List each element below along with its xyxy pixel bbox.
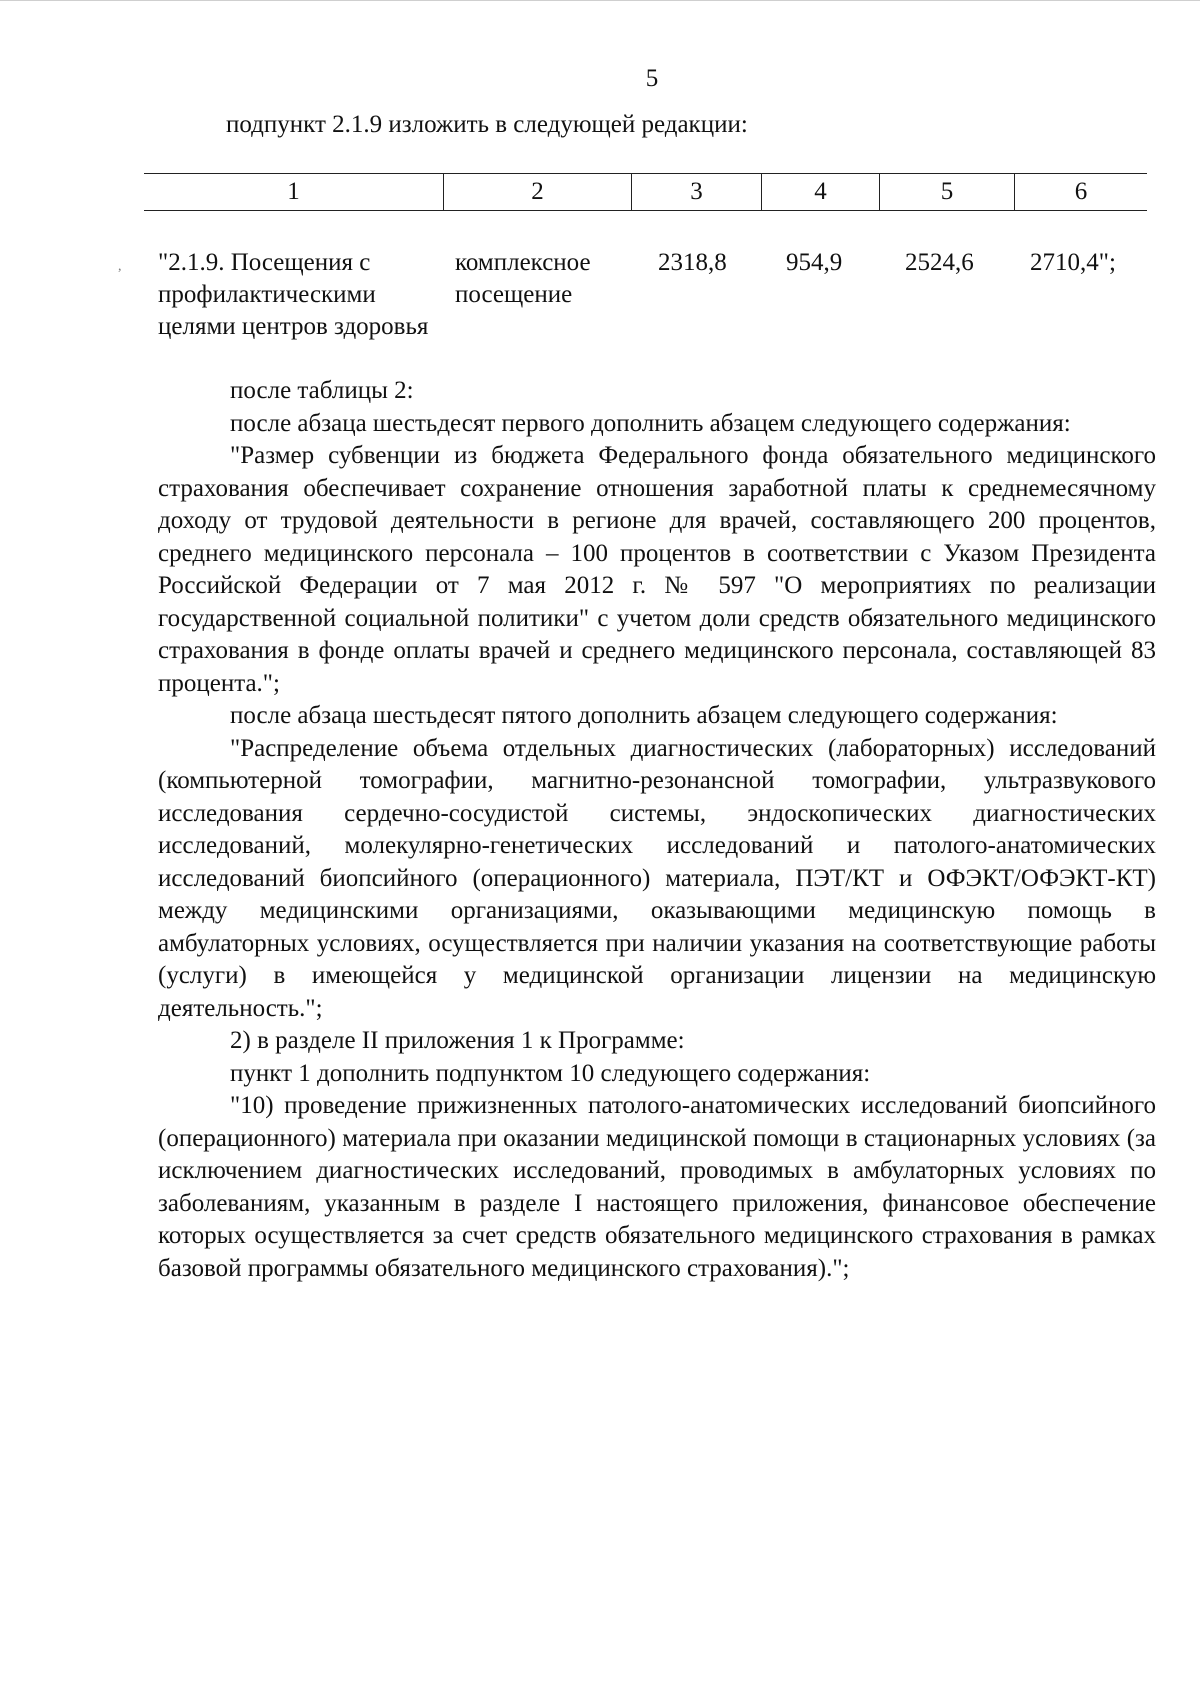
row-value-4: 954,9	[786, 249, 843, 276]
paragraph-subvention: "Размер субвенции из бюджета Федерального фонда обязательного медицинского страхования обеспечивает сохранение отношения заработной платы к среднемесячному доходу от трудовой деятельности в регионе для врачей, составляющего 200 процентов, среднего медицинского персонала – 100 процентов в соответствии с Указом Президента Российской Федерации от 7 мая 2012 г. № 597 "О мероприятиях по реализации государственной социальной политики" с учетом доли средств обязательного медицинского страхования в фонде оплаты врачей и среднего медицинского персонала, составляющей 83 процента.";	[158, 442, 1156, 697]
intro-line: подпункт 2.1.9 изложить в следующей редакции:	[226, 111, 748, 138]
paragraph-abzac-61: после абзаца шестьдесят первого дополнить абзацем следующего содержания:	[230, 409, 1071, 437]
page-number: 5	[645, 65, 659, 92]
column-number-4: 4	[762, 174, 880, 210]
column-number-6: 6	[1074, 178, 1088, 205]
column-number-5: 5	[880, 174, 1015, 210]
margin-tick: ,	[118, 259, 122, 274]
row-value-3: 2318,8	[658, 249, 727, 276]
document-body	[158, 375, 1156, 1285]
row-value-5: 2524,6	[905, 249, 974, 276]
row-name: "2.1.9. Посещения с профилактическими целями центров здоровья	[158, 249, 429, 340]
paragraph-subpoint-10: "10) проведение прижизненных патолого-анатомических исследований биопсийного (операционного) материала при оказании медицинской помощи в стационарных условиях (за исключением диагностических исследований, проводимых в амбулаторных условиях по заболеваниям, указанным в разделе I настоящего приложения, финансовое обеспечение которых осуществляется за счет средств обязательного медицинского страхования в рамках базовой программы обязательного медицинского страхования).";	[158, 1092, 1156, 1282]
paragraph-section-2: 2) в разделе II приложения 1 к Программе:	[230, 1027, 685, 1054]
column-number-2: 2	[444, 174, 632, 210]
row-unit: комплексное посещение	[455, 249, 591, 308]
paragraph-after-table: после таблицы 2:	[230, 377, 414, 404]
paragraph-point-1: пункт 1 дополнить подпунктом 10 следующего содержания:	[230, 1059, 871, 1087]
table-column-numbers	[144, 173, 1147, 211]
paragraph-abzac-65: после абзаца шестьдесят пятого дополнить абзацем следующего содержания:	[230, 702, 1058, 729]
paragraph-distribution: "Распределение объема отдельных диагностических (лабораторных) исследований (компьютерной томографии, магнитно-резонансной томографии, ультразвукового исследования сердечно-сосудистой системы, эндоскопических диагностических исследований, молекулярно-генетических исследований и патолого-анатомических исследований биопсийного (операционного) материала, ПЭТ/КТ и ОФЭКТ/ОФЭКТ-КТ) между медицинскими организациями, оказывающими медицинскую помощь в амбулаторных условиях, осуществляется при наличии указания на соответствующие работы (услуги) в имеющейся у медицинской организации лицензии на медицинскую деятельность.";	[158, 734, 1156, 1022]
row-value-6: 2710,4";	[1030, 249, 1116, 276]
column-number-1: 1	[144, 174, 444, 210]
column-number-3: 3	[632, 174, 762, 210]
